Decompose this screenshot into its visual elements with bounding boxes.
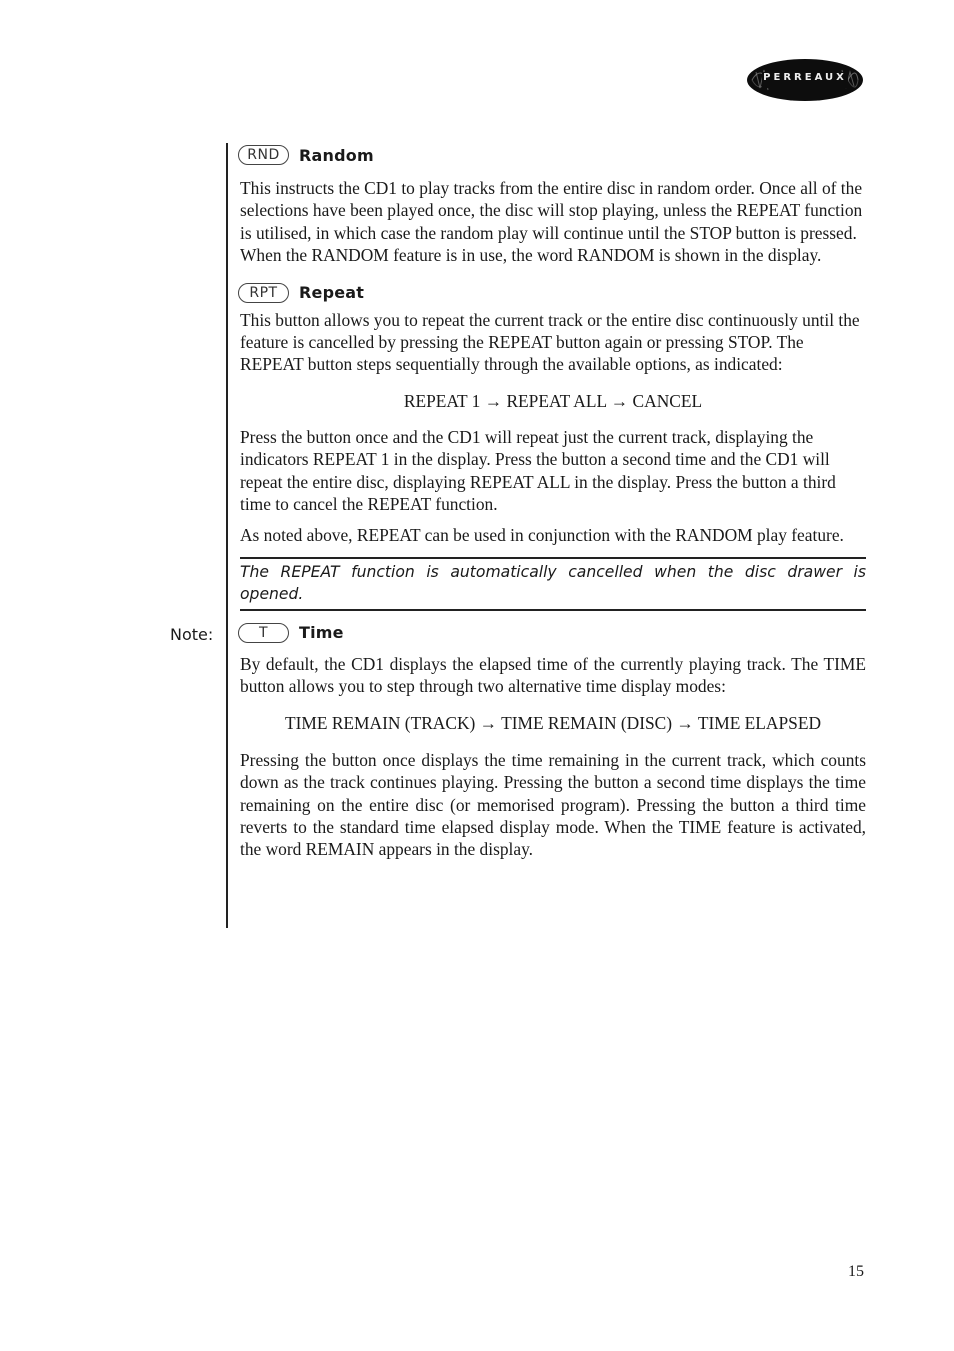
random-body: This instructs the CD1 to play tracks from the entire disc in random order. Once all of the selections have been played once, the disc will stop playing, unless the REPEAT function is utilised, in which case the random play will continue until the STOP button is pressed. When the RANDOM feature is in use, the word RANDOM is shown in the display. (240, 178, 863, 266)
time-body: By default, the CD1 displays the elapsed time of the currently playing track. The TIME button allows you to step through two alternative time display modes: (240, 653, 866, 697)
rnd-button-icon: RND (238, 145, 289, 165)
page-number: 15 (848, 1263, 864, 1280)
repeat-sequence: REPEAT 1 → REPEAT ALL → CANCEL (403, 390, 703, 411)
repeat-title: Repeat (299, 283, 365, 303)
repeat-body-2: Press the button once and the CD1 will repeat just the current track, displaying the indicators REPEAT 1 in the display. Press the button a second time and the CD1 will repeat the entire disc, displaying REPEAT ALL in the display. Press the button a third time to cancel the REPEAT function. (240, 426, 836, 515)
time-body-2: Pressing the button once displays the time remaining in the current track, which counts down as the track continues playing. Pressing the button a second time displays the time remaining on the entire disc (or memorised program). Pressing the button a third time reverts to the standard time elapsed display mode. When the TIME feature is activated, the word REMAIN appears in the display. (240, 749, 866, 860)
note-label: Note: (170, 625, 214, 644)
t-button-icon: T (238, 623, 289, 643)
repeat-body: This button allows you to repeat the current track or the entire disc continuously until the feature is cancelled by pressing the REPEAT button again or pressing STOP. The REPEAT button steps sequentially through the available options, as indicated: (240, 309, 860, 375)
rpt-button-icon: RPT (238, 283, 289, 303)
repeat-body-3: As noted above, REPEAT can be used in conjunction with the RANDOM play feature. (240, 525, 844, 546)
repeat-heading (240, 280, 866, 306)
main-content (240, 142, 866, 861)
logo-text: PERREAUX (763, 72, 847, 83)
random-title: Random (299, 145, 374, 165)
time-sequence: TIME REMAIN (TRACK) → TIME REMAIN (DISC) → TIME ELAPSED (284, 712, 822, 733)
perreaux-logo (746, 58, 864, 102)
note-box: The REPEAT function is automatically cancelled when the disc drawer is opened. (240, 557, 866, 611)
time-heading (240, 620, 866, 646)
margin-rule (226, 143, 228, 928)
time-title: Time (299, 623, 344, 643)
random-heading (240, 142, 866, 168)
